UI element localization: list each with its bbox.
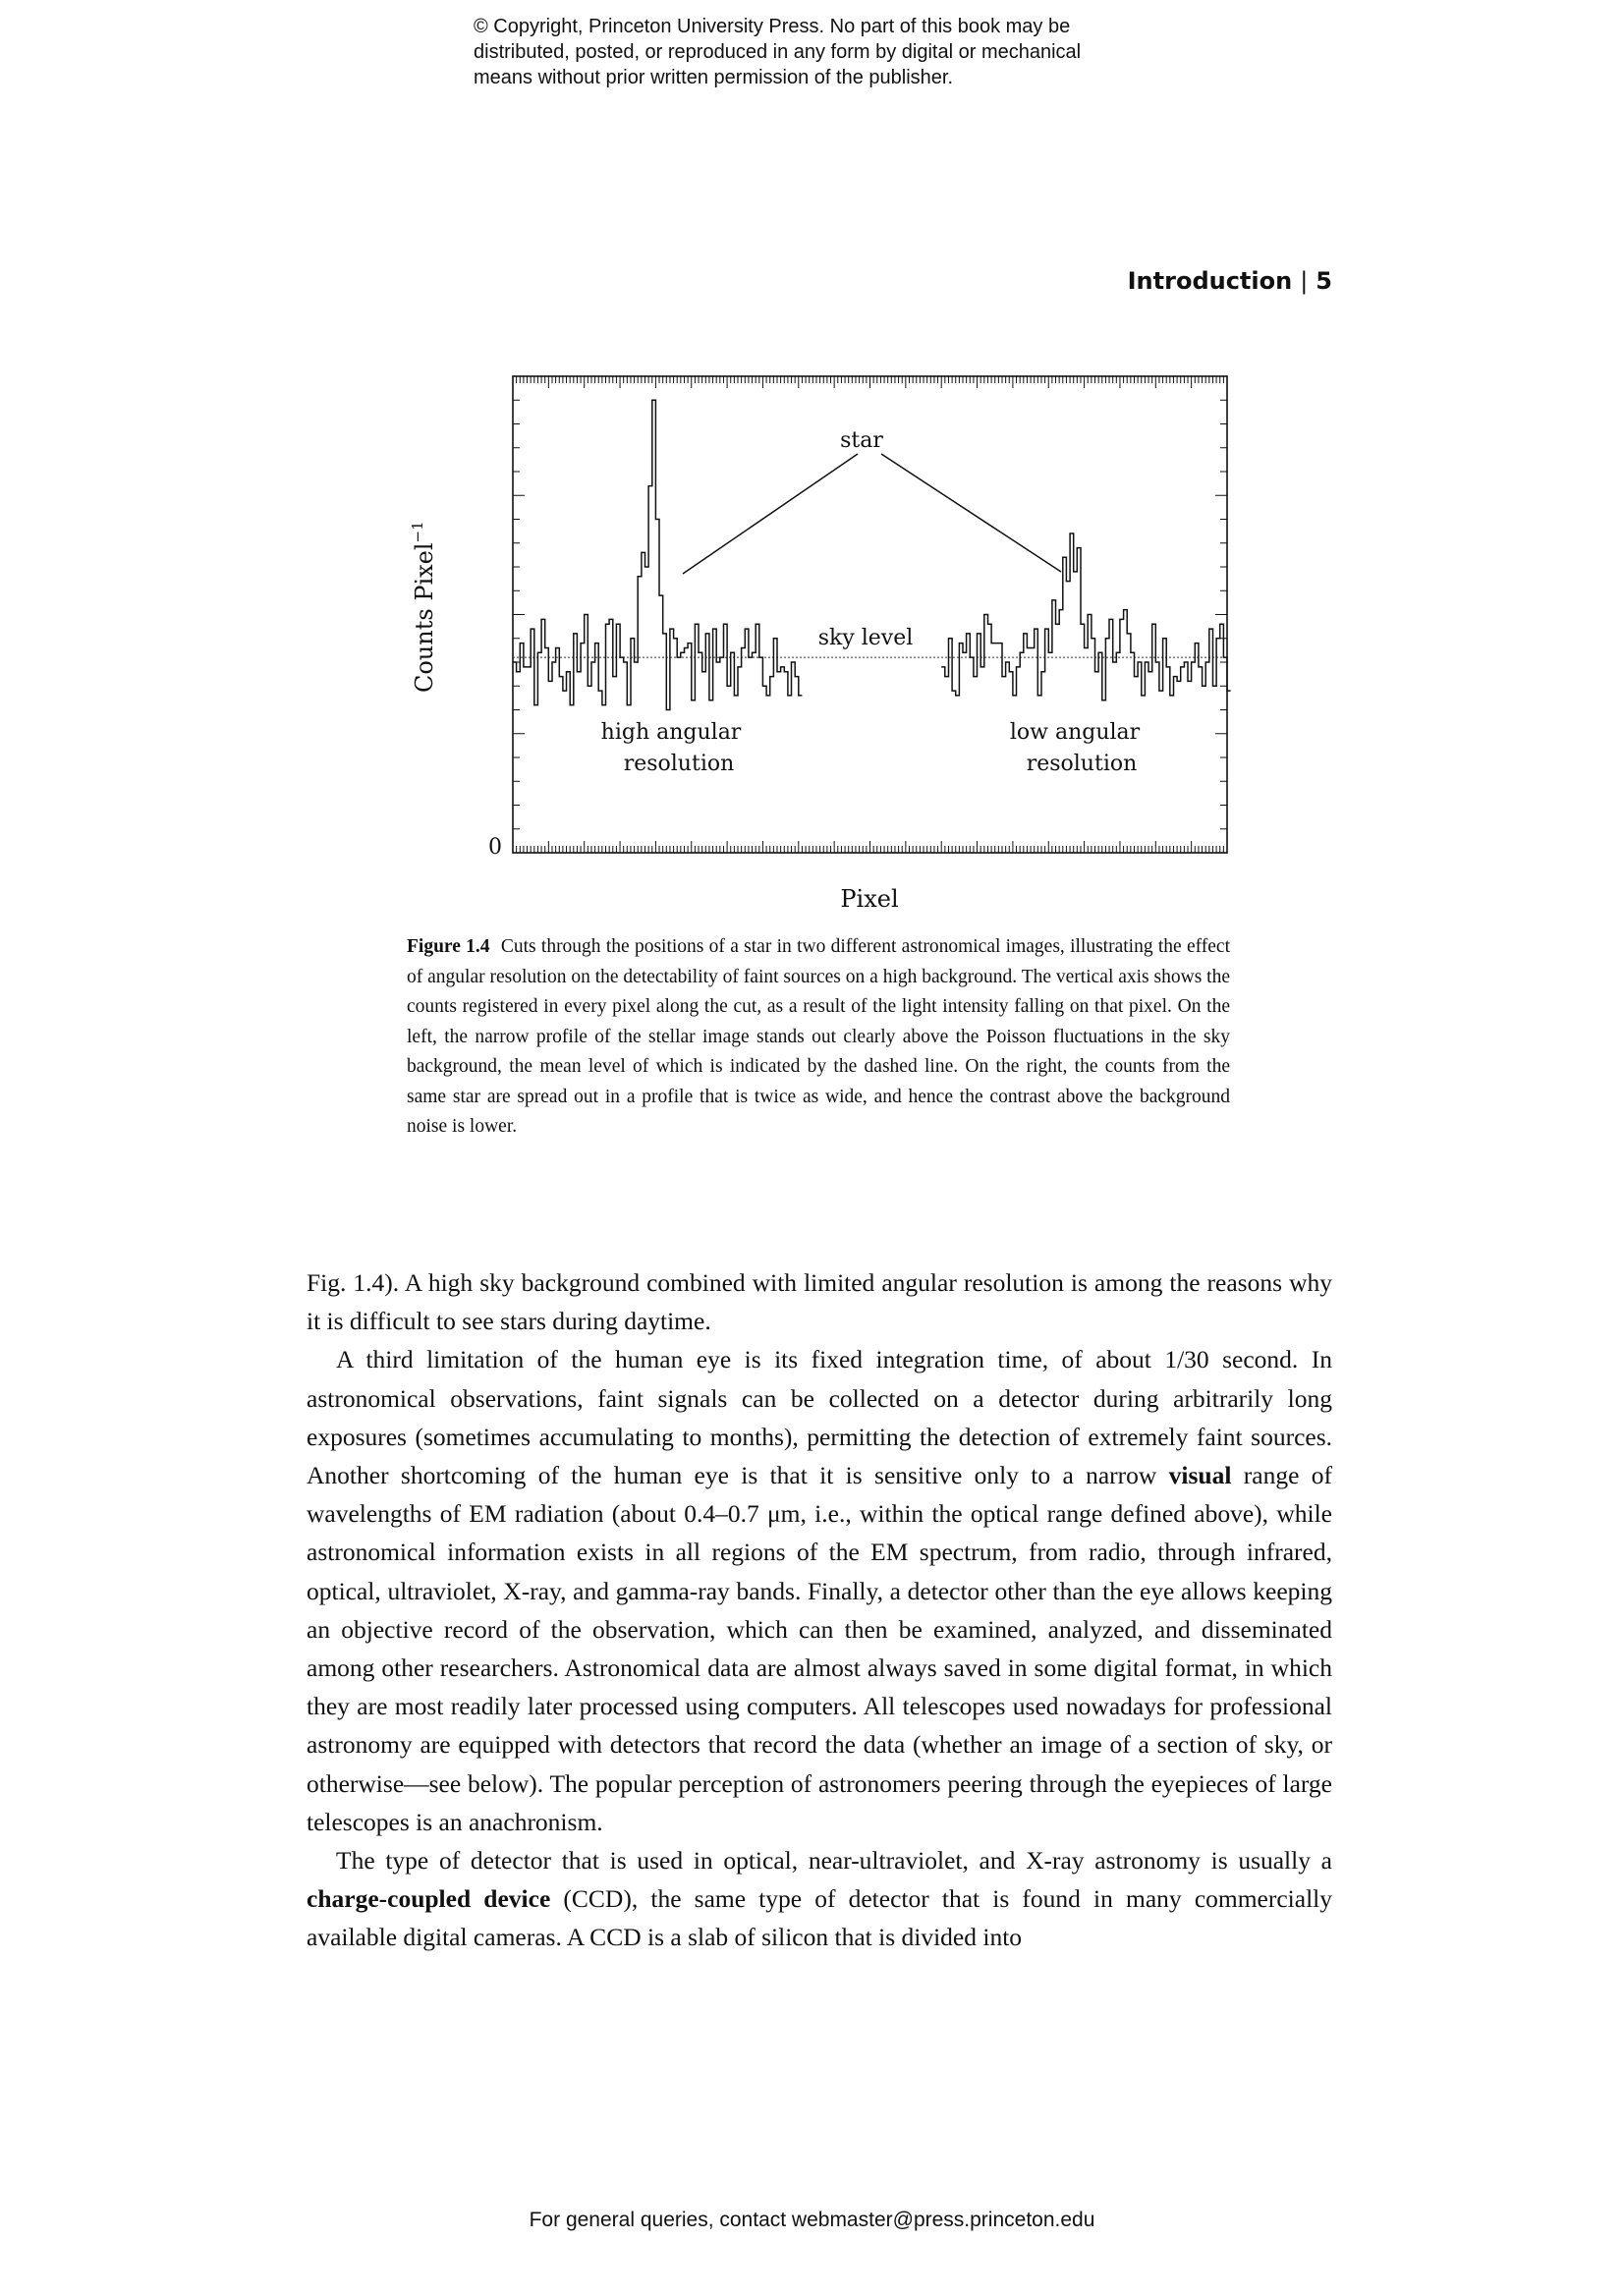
running-head-separator: | [1300, 267, 1309, 295]
caption-text: Cuts through the positions of a star in two different astronomical images, illustrating the effect of angular resolution on the detectability of faint sources on a high background. The vertical axis shows the counts registered in every pixel along the cut, as a result of the light intensity falling on that pixel. On the left, the narrow profile of the stellar image stands out clearly above the Poisson fluctuations in the sky background, the mean level of which is indicated by the dashed line. On the right, the counts from the same star are spread out in a profile that is twice as wide, and hence the contrast above the background noise is lower. [407, 936, 1230, 1137]
y-tick-zero: 0 [488, 835, 502, 860]
y-axis-label-text: Counts Pixel [411, 542, 438, 693]
star-label: star [840, 428, 883, 453]
copyright-line: © Copyright, Princeton University Press. No part of this book may be [474, 16, 1071, 37]
x-axis-label: Pixel [840, 885, 899, 913]
star-pointer-left [683, 454, 858, 574]
key-term: charge-coupled device [307, 1884, 551, 1914]
key-term: visual [1168, 1461, 1232, 1490]
y-axis-label-group [409, 521, 438, 693]
high-resolution-profile [513, 400, 802, 709]
right-panel-label-line1: low angular [1009, 720, 1141, 745]
paragraph-text: range of wavelengths of EM radiation (about 0.4–0.7 μm, i.e., within the optical range defined above), while astronomical information exists in all regions of the EM spectrum, from radio, through infrared, optical, ultraviolet, X-ray, and gamma-ray bands. Finally, a detector other than the eye allows keeping an objective record of the observation, which can then be examined, analyzed, and disseminated among other researchers. Astronomical data are almost always saved in some digital format, in which they are most readily later processed using computers. All telescopes used nowadays for professional astronomy are equipped with detectors that record the data (whether an image of a section of sky, or otherwise—see below). The popular perception of astronomers peering through the eyepieces of large telescopes is an anachronism. [307, 1461, 1333, 1836]
paragraph-text: A third limitation of the human eye is its fixed integration time, of about 1/30 second. In astronomical observations, faint signals can be collected on a detector during arbitrarily long exposures (sometimes accumulating to months), permitting the detection of extremely faint sources. Another shortcoming of the human eye is that it is sensitive only to a narrow [307, 1345, 1332, 1490]
paragraph [307, 1340, 1332, 1841]
y-axis-label-exponent: −1 [409, 521, 426, 543]
left-panel-label-line2: resolution [623, 752, 735, 776]
running-head [1081, 267, 1332, 295]
copyright-line: distributed, posted, or reproduced in any form by digital or mechanical [474, 41, 1082, 63]
page-number: 5 [1316, 267, 1332, 295]
footer-contact: For general queries, contact webmaster@press.princeton.edu [529, 2209, 1095, 2231]
body-text [307, 1263, 1332, 1957]
copyright-line: means without prior written permission of the publisher. [474, 67, 954, 88]
right-panel-label-line2: resolution [1026, 752, 1138, 776]
running-title: Introduction [1127, 267, 1293, 295]
paragraph-text: The type of detector that is used in optical, near-ultraviolet, and X-ray astronomy is usually a [336, 1846, 1332, 1876]
copyright-notice [474, 14, 1220, 90]
figure-label: Figure 1.4 [407, 936, 490, 957]
sky-level-label: sky level [817, 626, 914, 650]
left-panel-label-line1: high angular [600, 720, 742, 745]
figure-caption [407, 932, 1230, 1143]
paragraph [307, 1841, 1332, 1957]
low-resolution-profile [941, 533, 1230, 700]
star-pointer-right [881, 454, 1061, 572]
figure-chart [393, 354, 1258, 924]
y-axis-label [409, 521, 438, 693]
paragraph: Fig. 1.4). A high sky background combined with limited angular resolution is among the reasons why it is difficult to see stars during daytime. [307, 1268, 1332, 1336]
paragraph-text: (CCD), the same type of detector that is found in many commercially available digital cameras. A CCD is a slab of silicon that is divided into [307, 1884, 1333, 1952]
